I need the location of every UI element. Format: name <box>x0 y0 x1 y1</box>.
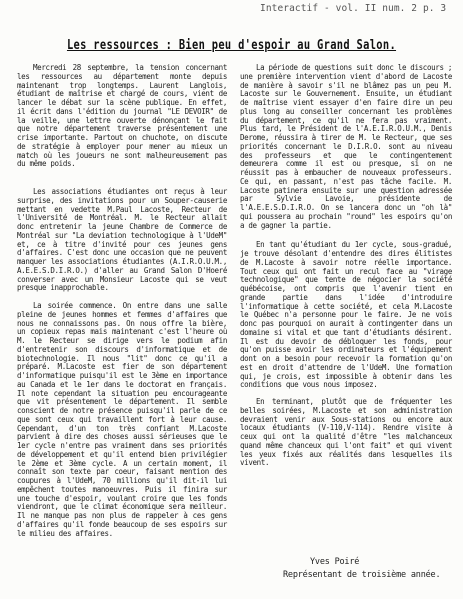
author-role: Représentant de troisième année. <box>283 570 441 580</box>
article-column-left <box>17 64 227 538</box>
article-column-right <box>240 64 452 468</box>
article-title: Les ressources : Bien peu d'espoir au Grand Salon. <box>66 38 397 53</box>
article-paragraph: En tant qu'étudiant du 1er cycle, sous-gradué, je trouve désolant d'entendre des dires élitistes de M.Lacoste à savoir notre réelle importance. Tout ceux qui ont fait un recul face au "virage technologique" que tente de négocier la société québécoise, ont compris que l'avenir tient en grande partie dans l'idée d'introduire l'informatique à cette société, et cela M.Lacoste le Québec n'a personne pour le faire. Je ne vois donc pas pourquoi on aurait à contingenter dans un domaine si vital et que tant d'étudiants désirent. Il est du devoir de débloquer les fonds, pour qu'on puisse avoir les ordinateurs et l'équipement dont on a besoin pour recevoir la formation qu'on est en droit d'attendre de l'UdeM. Une formation qui, je crois, est impossible à obtenir dans les conditions que vous nous imposez. <box>240 240 452 390</box>
author-name: Yves Poiré <box>310 557 360 567</box>
article-paragraph: Les associations étudiantes ont reçus à leur surprise, des invitations pour un Souper-causerie mettant en vedette M.Paul Lacoste, Recteur de l'Université de Montréal. M. le Recteur allait donc entretenir la jeune Chambre de Commerce de Montréal sur "La deviation technologique à l'UdeM" et, ce à titre d'invité pour ces jeunes gens d'affaires. C'est donc une occasion que ne peuvent manquer les associations étudiantes (A.I.R.O.U.M., A.E.E.S.D.I.R.O.) d'aller au Grand Salon D'Hoeré converser avec un Monsieur Lacoste qui se veut presque inapprochable. <box>17 187 227 293</box>
article-paragraph: En terminant, plutôt que de fréquenter les belles soirées, M.Lacoste et son administration devraient venir aux Sous-stations ou encore aux locaux étudiants (V-110,V-114). Rendre visite à ceux qui ont la qualité d'être "les malchanceux quand même chanceux qui l'ont fait" et qui vivent les yeux fixés aux réalités dans lesquelles ils vivent. <box>240 397 452 468</box>
article-paragraph: Mercredi 28 septembre, la tension concernant les ressources au département monte depuis maintenant trop longtemps. Laurent Langlois, étudiant de maîtrise et chargé de cours, vient de lancer le débat sur la scène publique. En effet, il écrit dans l'édition du journal "LE DEVOIR" de la veille, une lettre ouverte dénonçant le fait que notre département traverse présentement une crise importante. Partout on chuchote, on discute de stratégie à employer pour mener au mieux un match où les joueurs ne sont malheureusement pas du même poids. <box>17 63 227 169</box>
article-paragraph: La soirée commence. On entre dans une salle pleine de jeunes hommes et femmes d'affaires que nous ne connaissons pas. On nous offre la bière, un copieux repas mais maintenant c'est l'heure où M. le Recteur se dirige vers le podium afin d'entretenir son discours d'informatique et de biotechnologie. Il nous "lit" donc ce qu'il a préparé. M.Lacoste est fier de son département d'informatique puisqu'il est le 3ème en importance au Canada et le 1er dans le doctorat en français. Il note cependant la situation peu encourageante que vit présentement le département. Il semble conscient de notre présence puisqu'il parle de ce que sont ceux qui travaillent fort à leur cause. Cependant, d'un ton très confiant M.Lacoste parvient à dire des choses aussi sérieuses que le 1er cycle n'entre pas vraiment dans ses priorités de développement et qu'il entend bien privilégier le 2ème et 3ème cycle. A un certain moment, il connaît son texte par coeur, faisant mention des coupures à l'UdeM, 70 millions qu'il dit-il lui empêchent toutes manoeuvres. Puis il finira sur une touche d'espoir, voulant croire que les fonds viendront, que le climat économique sera meilleur. Il ne manque pas non plus de rappeler à ces gens d'affaires qu'il fonde beaucoup de ses espoirs sur le milieu des affaires. <box>17 301 227 538</box>
article-paragraph: La période de questions suit donc le discours ; une première intervention vient d'abord de Lacoste de manière à savoir s'il ne blâmez pas un peu M. Lacoste sur le Gouvernement. Ensuite, un étudiant de maîtrise vient essayer d'en faire dire un peu plus long au conseiller concernant les problèmes du département, ce qu'il ne fera pas vraiment. Plus tard, le Président de l'A.E.I.R.O.U.M., Denis Derome, réussira à tirer de M. le Recteur, que ses priorités concernant le D.I.R.O. sont au niveau des professeurs et que le contingentement demeurera comme il est ou presque, si on ne réussit pas à embaucher de nouveaux professeurs. Ce qui, en passant, n'est pas tâche facile. M. Lacoste patinera ensuite sur une question adressée par Sylvie Lavoie, présidente de l'A.E.E.S.D.I.R.O. On se lancera donc un "oh là" qui poussera au prochain "round" les espoirs qu'on a de gagner la partie. <box>240 63 452 230</box>
publication-header: Interactif - vol. II num. 2 p. 3 <box>260 3 447 14</box>
